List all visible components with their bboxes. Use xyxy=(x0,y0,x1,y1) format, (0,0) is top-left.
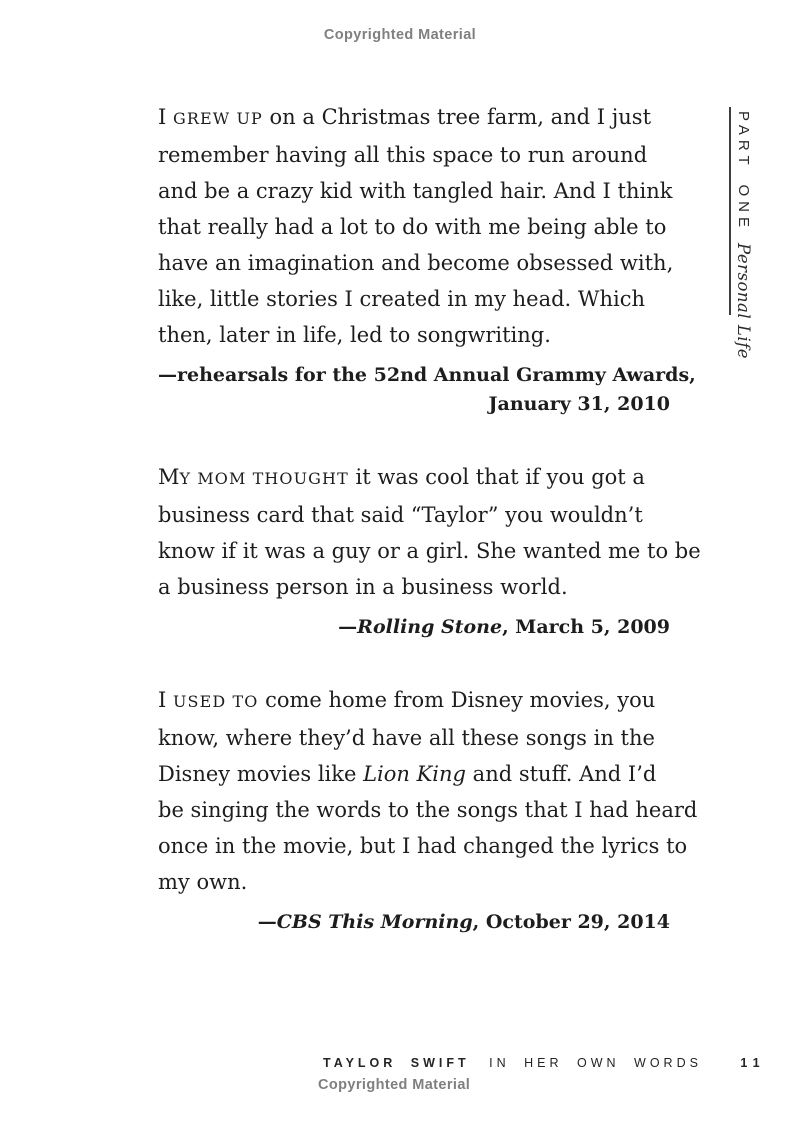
text-segment: CBS This Morning xyxy=(276,911,473,933)
running-footer xyxy=(323,1056,766,1070)
part-label: PART ONE xyxy=(735,111,752,233)
text-segment: it was cool that if you got a xyxy=(348,465,645,489)
text-segment: know, where they’d have all these songs in the xyxy=(158,726,655,750)
quote xyxy=(158,682,698,937)
book-title: TAYLOR SWIFT xyxy=(323,1056,470,1070)
copyright-notice-bottom: Copyrighted Material xyxy=(318,1077,471,1093)
text-segment: Rolling Stone xyxy=(357,616,503,638)
part-sidebar xyxy=(734,111,753,359)
quote xyxy=(158,99,696,419)
text-segment: my own. xyxy=(158,870,248,894)
quote-attribution xyxy=(158,613,670,642)
text-segment: I xyxy=(158,105,173,129)
quote-body xyxy=(158,459,701,605)
text-segment: —rehearsals for the 52nd Annual Grammy Awards, xyxy=(158,364,696,386)
quote-body xyxy=(158,682,698,900)
text-segment: remember having all this space to run around xyxy=(158,143,648,167)
text-segment: then, later in life, led to songwriting. xyxy=(158,323,551,347)
text-segment: be singing the words to the songs that I had heard xyxy=(158,798,698,822)
text-segment: Lion King xyxy=(363,762,466,786)
part-title: Personal Life xyxy=(734,243,753,360)
text-segment: — xyxy=(257,911,277,933)
text-segment: business card that said “Taylor” you wouldn’t xyxy=(158,503,643,527)
text-segment: a business person in a business world. xyxy=(158,575,568,599)
text-segment: that really had a lot to do with me being able to xyxy=(158,215,667,239)
text-segment: and be a crazy kid with tangled hair. And I think xyxy=(158,179,673,203)
book-subtitle: IN HER OWN WORDS xyxy=(489,1056,702,1070)
text-segment: like, little stories I created in my head. Which xyxy=(158,287,646,311)
quote xyxy=(158,459,701,642)
text-segment: , March 5, 2009 xyxy=(502,616,670,638)
quote-attribution xyxy=(158,361,696,419)
text-segment: once in the movie, but I had changed the lyrics to xyxy=(158,834,688,858)
quote-body xyxy=(158,99,674,353)
quote-attribution xyxy=(158,908,670,937)
text-segment: GREW UP xyxy=(172,109,263,128)
copyright-notice-top: Copyrighted Material xyxy=(323,27,477,43)
text-segment: know if it was a guy or a girl. She wanted me to be xyxy=(158,539,701,563)
text-segment: January 31, 2010 xyxy=(488,393,670,415)
text-segment: — xyxy=(338,616,358,638)
text-segment: USED TO xyxy=(172,692,259,711)
text-segment: M xyxy=(158,465,180,489)
sidebar-rule xyxy=(729,107,731,315)
text-segment: Disney movies like xyxy=(158,762,364,786)
text-segment: come home from Disney movies, you xyxy=(258,688,656,712)
text-segment: Y MOM THOUGHT xyxy=(179,469,349,488)
text-segment: , October 29, 2014 xyxy=(472,911,670,933)
text-segment: I xyxy=(158,688,173,712)
text-segment: on a Christmas tree farm, and I just xyxy=(262,105,652,129)
text-segment: have an imagination and become obsessed with, xyxy=(158,251,674,275)
page-number: 11 xyxy=(740,1056,766,1070)
quote-list xyxy=(158,99,701,937)
text-segment: and stuff. And I’d xyxy=(466,762,657,786)
